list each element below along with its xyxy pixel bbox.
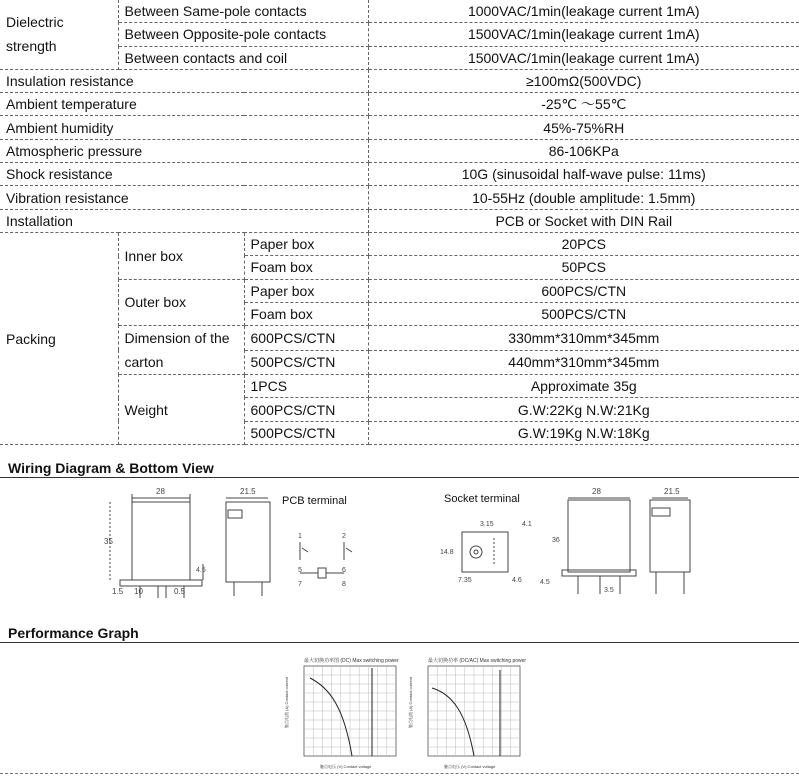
dim-depth: 21.5: [240, 487, 256, 496]
relay-front-view: [104, 487, 206, 598]
weight-label: Weight: [118, 375, 244, 445]
performance-section: [0, 624, 799, 643]
wiring-title: Wiring Diagram & Bottom View: [8, 460, 214, 476]
spec-label: Shock resistance: [0, 163, 368, 186]
spec-name: Foam box: [244, 256, 368, 279]
svg-text:2: 2: [342, 533, 346, 540]
dim-pin-len: 4.5: [196, 567, 206, 574]
dim-pitch: 10: [134, 587, 143, 596]
svg-text:14.8: 14.8: [440, 549, 454, 556]
spec-label: Insulation resistance: [0, 69, 368, 92]
spec-value: 50PCS: [368, 256, 799, 279]
spec-name: 600PCS/CTN: [244, 326, 368, 351]
svg-text:触点电流 (A) Contact current: 触点电流 (A) Contact current: [408, 677, 413, 728]
graph-2: [407, 657, 526, 769]
table-row: [0, 46, 799, 69]
spec-value: PCB or Socket with DIN Rail: [368, 209, 799, 232]
pcb-terminal-label: PCB terminal: [282, 495, 347, 507]
dim-width: 28: [156, 487, 165, 496]
dim-pin-w: 0.5: [174, 587, 186, 596]
table-row: [0, 23, 799, 46]
wiring-diagram: [0, 480, 799, 610]
spec-value: 86-106KPa: [368, 139, 799, 162]
spec-value: ≥100mΩ(500VDC): [368, 69, 799, 92]
spec-label: Ambient humidity: [0, 116, 368, 139]
spec-label: Installation: [0, 209, 368, 232]
table-row: [0, 69, 799, 92]
table-row: [0, 375, 799, 398]
spec-value: G.W:19Kg N.W:18Kg: [368, 421, 799, 444]
svg-text:4.5: 4.5: [540, 579, 550, 586]
svg-text:触点电压 (V) Contact voltage: 触点电压 (V) Contact voltage: [444, 764, 496, 769]
spec-label: Ambient temperature: [0, 93, 368, 116]
spec-label: Vibration resistance: [0, 186, 368, 209]
spec-value: 1000VAC/1min(leakage current 1mA): [368, 0, 799, 23]
socket-terminal-label: Socket terminal: [444, 493, 520, 505]
spec-value: 1500VAC/1min(leakage current 1mA): [368, 46, 799, 69]
inner-box-label: Inner box: [118, 232, 244, 279]
spec-value: -25℃ ～55℃: [368, 93, 799, 116]
table-row: [0, 93, 799, 116]
table-row: [0, 116, 799, 139]
dimension-label: Dimension of the carton: [118, 326, 244, 375]
svg-text:6: 6: [342, 567, 346, 574]
spec-value: 330mm*310mm*345mm: [368, 326, 799, 351]
svg-text:5: 5: [298, 567, 302, 574]
spec-value: 440mm*310mm*345mm: [368, 350, 799, 375]
spec-value: 10-55Hz (double amplitude: 1.5mm): [368, 186, 799, 209]
svg-text:8: 8: [342, 581, 346, 588]
svg-text:21.5: 21.5: [664, 487, 680, 496]
svg-text:1: 1: [298, 533, 302, 540]
svg-text:最大切换功率 (DC/AC) Max switching p: 最大切换功率 (DC/AC) Max switching power: [428, 658, 527, 664]
spec-name: Paper box: [244, 232, 368, 255]
svg-text:4.6: 4.6: [512, 577, 522, 584]
spec-value: 1500VAC/1min(leakage current 1mA): [368, 23, 799, 46]
svg-text:触点电流 (A) Contact current: 触点电流 (A) Contact current: [284, 677, 289, 728]
relay-side-view: [226, 487, 270, 596]
spec-name: 500PCS/CTN: [244, 350, 368, 375]
svg-text:3.5: 3.5: [604, 587, 614, 594]
table-row: [0, 139, 799, 162]
spec-value: 45%-75%RH: [368, 116, 799, 139]
packing-label: Packing: [0, 232, 118, 444]
socket-side-view: [650, 487, 690, 594]
svg-text:7: 7: [298, 581, 302, 588]
svg-text:4.1: 4.1: [522, 521, 532, 528]
spec-name: 1PCS: [244, 375, 368, 398]
table-row: [0, 279, 799, 302]
spec-value: Approximate 35g: [368, 375, 799, 398]
table-row: [0, 163, 799, 186]
spec-name: Paper box: [244, 279, 368, 302]
performance-title: Performance Graph: [8, 625, 139, 641]
spec-name: Between Same-pole contacts: [118, 0, 368, 23]
wiring-section: [0, 459, 799, 478]
table-row: [0, 232, 799, 255]
spec-value: 10G (sinusoidal half-wave pulse: 11ms): [368, 163, 799, 186]
table-row: [0, 186, 799, 209]
svg-text:28: 28: [592, 487, 601, 496]
spec-name: 500PCS/CTN: [244, 421, 368, 444]
performance-graphs: [0, 648, 799, 774]
svg-text:7.35: 7.35: [458, 577, 472, 584]
table-row: [0, 209, 799, 232]
spec-value: 20PCS: [368, 232, 799, 255]
svg-text:最大切换功率图 (DC) Max switching pow: 最大切换功率图 (DC) Max switching power: [304, 658, 399, 664]
dielectric-label: Dielectric strength: [0, 0, 118, 69]
spec-value: G.W:22Kg N.W:21Kg: [368, 398, 799, 421]
spec-name: Between contacts and coil: [118, 46, 368, 69]
svg-text:触点电压 (V) Contact voltage: 触点电压 (V) Contact voltage: [320, 764, 372, 769]
pcb-schematic: [298, 533, 352, 588]
graph-1: [283, 657, 399, 769]
spec-value: 500PCS/CTN: [368, 302, 799, 325]
spec-name: Between Opposite-pole contacts: [118, 23, 368, 46]
spec-name: Foam box: [244, 302, 368, 325]
outer-box-label: Outer box: [118, 279, 244, 326]
spec-value: 600PCS/CTN: [368, 279, 799, 302]
dim-base: 1.5: [112, 587, 124, 596]
spec-name: 600PCS/CTN: [244, 398, 368, 421]
dim-height: 35: [104, 537, 113, 546]
table-row: [0, 326, 799, 351]
svg-text:36: 36: [552, 537, 560, 544]
socket-bottom-view: [440, 521, 532, 584]
socket-front-view: [540, 487, 636, 594]
svg-text:3.15: 3.15: [480, 521, 494, 528]
table-row: [0, 0, 799, 23]
spec-label: Atmospheric pressure: [0, 139, 368, 162]
